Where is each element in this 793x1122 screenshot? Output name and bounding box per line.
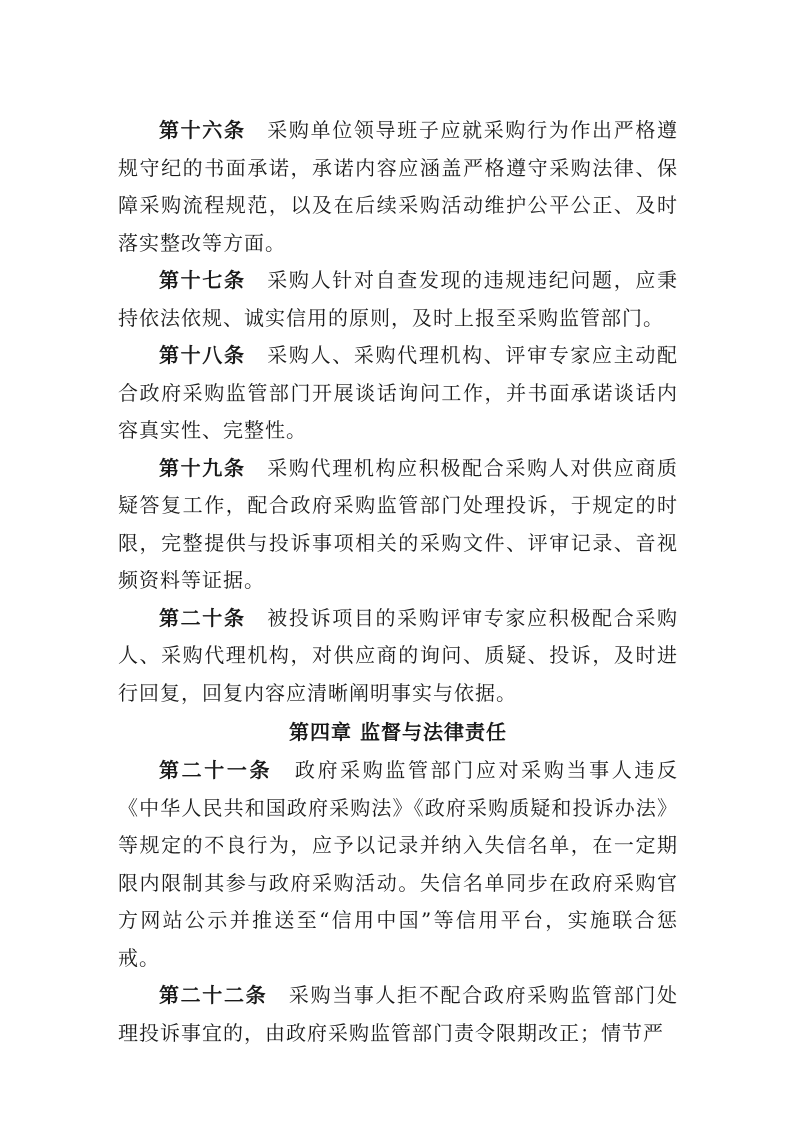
article-17	[118, 262, 678, 337]
document-body	[118, 112, 678, 1052]
article-21	[118, 752, 678, 977]
article-label: 第十八条	[159, 343, 246, 367]
article-text: 政府采购监管部门应对采购当事人违反《中华人民共和国政府采购法》《政府采购质疑和投诉办法》等规定的不良行为，应予以记录并纳入失信名单，在一定期限内限制其参与政府采购活动。失信名单同步在政府采购官方网站公示并推送至“信用中国”等信用平台，实施联合惩戒。	[118, 758, 679, 970]
article-text: 采购当事人拒不配合政府采购监管部门处理投诉事宜的，由政府采购监管部门责令限期改正；情节严	[118, 983, 679, 1045]
article-label: 第二十条	[159, 605, 246, 630]
chapter-title: 第四章 监督与法律责任	[289, 720, 507, 744]
article-label: 第十九条	[159, 455, 246, 480]
article-19	[118, 450, 678, 600]
article-18	[118, 337, 678, 450]
article-text: 采购人针对自查发现的违规违纪问题，应秉持依法依规、诚实信用的原则，及时上报至采购监管部门。	[118, 268, 679, 330]
article-text: 被投诉项目的采购评审专家应积极配合采购人、采购代理机构，对供应商的询问、质疑、投诉，及时进行回复，回复内容应清晰阐明事实与依据。	[118, 605, 679, 705]
article-text: 采购代理机构应积极配合采购人对供应商质疑答复工作，配合政府采购监管部门处理投诉，于规定的时限，完整提供与投诉事项相关的采购文件、评审记录、音视频资料等证据。	[118, 455, 679, 592]
article-22	[118, 977, 678, 1052]
article-label: 第二十二条	[159, 983, 268, 1007]
article-16	[118, 112, 678, 262]
article-text: 采购人、采购代理机构、评审专家应主动配合政府采购监管部门开展谈话询问工作，并书面承诺谈话内容真实性、完整性。	[118, 343, 679, 442]
article-text: 采购单位领导班子应就采购行为作出严格遵规守纪的书面承诺，承诺内容应涵盖严格遵守采购法律、保障采购流程规范，以及在后续采购活动维护公平公正、及时落实整改等方面。	[118, 118, 679, 255]
article-20	[118, 600, 678, 713]
article-label: 第十六条	[159, 118, 246, 142]
article-label: 第二十一条	[159, 758, 273, 782]
article-label: 第十七条	[159, 268, 246, 292]
